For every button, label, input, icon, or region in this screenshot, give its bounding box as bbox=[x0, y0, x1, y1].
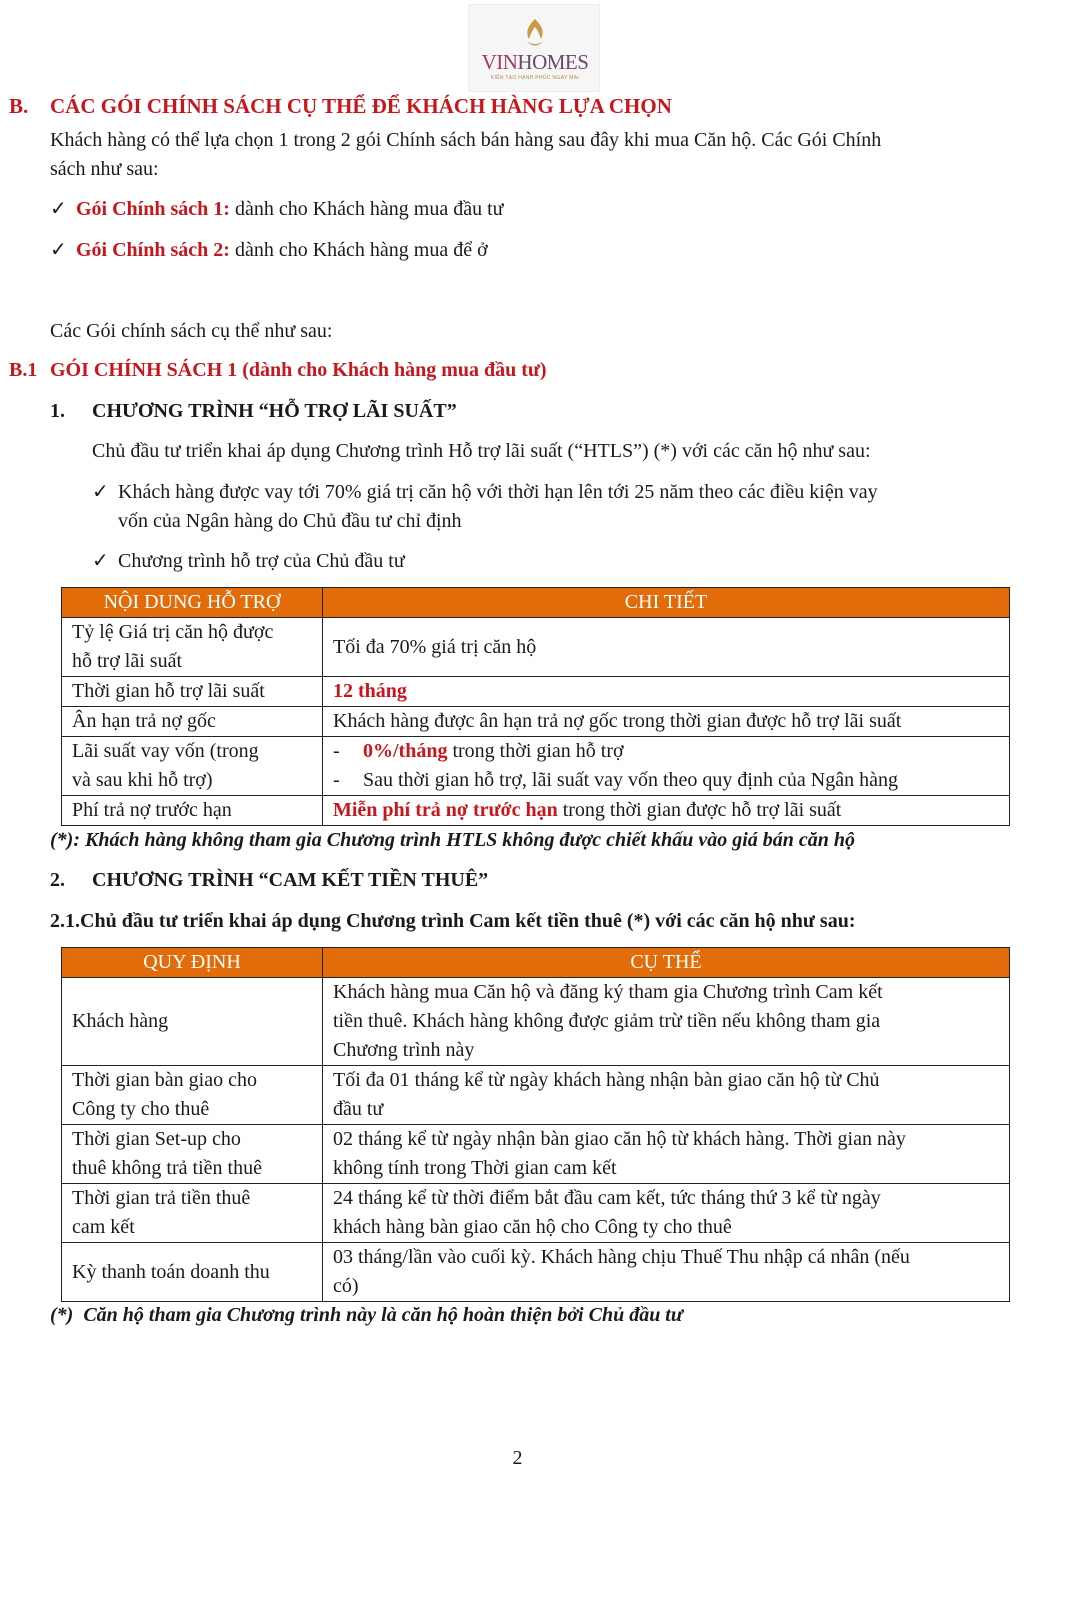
header-support-content: NỘI DUNG HỖ TRỢ bbox=[62, 588, 323, 618]
row-label: Thời gian hỗ trợ lãi suất bbox=[62, 677, 323, 707]
table-row bbox=[62, 677, 1010, 707]
table-row bbox=[62, 1066, 1010, 1125]
row-value: 02 tháng kể từ ngày nhận bàn giao căn hộ từ khách hàng. Thời gian này không tính trong Thời gian cam kết bbox=[323, 1125, 1010, 1184]
header-details: CHI TIẾT bbox=[323, 588, 1010, 618]
table-row bbox=[62, 1184, 1010, 1243]
program2-title: CHƯƠNG TRÌNH “CAM KẾT TIỀN THUÊ” bbox=[92, 869, 489, 891]
details-intro: Các Gói chính sách cụ thể như sau: bbox=[50, 320, 333, 342]
program1-intro: Chủ đầu tư triển khai áp dụng Chương trình Hỗ trợ lãi suất (“HTLS”) (*) với các căn hộ như sau: bbox=[92, 440, 871, 462]
checkmark-icon: ✓ bbox=[92, 481, 109, 503]
section-b-intro-line2: sách như sau: bbox=[50, 158, 159, 180]
logo-tagline: KIẾN TẠO HẠNH PHÚC NGÀY MAI bbox=[490, 75, 580, 81]
section-b1-heading bbox=[9, 356, 547, 385]
vinhomes-logo bbox=[468, 4, 600, 92]
program1-bullet1: ✓ Khách hàng được vay tới 70% giá trị căn hộ với thời hạn lên tới 25 năm theo các điều kiện vay bbox=[92, 478, 878, 507]
table-row bbox=[62, 978, 1010, 1066]
table-row bbox=[62, 707, 1010, 737]
row-label: Thời gian Set-up cho thuê không trả tiền thuê bbox=[62, 1125, 323, 1184]
checkmark-icon: ✓ bbox=[50, 198, 67, 220]
program1-title: CHƯƠNG TRÌNH “HỖ TRỢ LÃI SUẤT” bbox=[92, 400, 457, 422]
row-value: Tối đa 70% giá trị căn hộ bbox=[323, 618, 1010, 677]
row-label: Phí trả nợ trước hạn bbox=[62, 796, 323, 826]
checkmark-icon: ✓ bbox=[92, 550, 109, 572]
row-value: Khách hàng mua Căn hộ và đăng ký tham gia Chương trình Cam kết tiền thuê. Khách hàng không được giảm trừ tiền nếu không tham gia Chương trình này bbox=[323, 978, 1010, 1066]
checkmark-icon: ✓ bbox=[50, 239, 67, 261]
row-label: Khách hàng bbox=[62, 978, 323, 1066]
table-row bbox=[62, 796, 1010, 826]
option-2-desc: dành cho Khách hàng mua để ở bbox=[229, 239, 488, 261]
row-value: - 0%/tháng trong thời gian hỗ trợ - Sau thời gian hỗ trợ, lãi suất vay vốn theo quy định của Ngân hàng bbox=[323, 737, 1010, 796]
header-specifics: CỤ THỂ bbox=[323, 948, 1010, 978]
program1-bullet2: ✓ Chương trình hỗ trợ của Chủ đầu tư bbox=[92, 547, 405, 576]
program2-subheading: 2.1.Chủ đầu tư triển khai áp dụng Chương trình Cam kết tiền thuê (*) với các căn hộ như sau: bbox=[50, 910, 856, 932]
row-value: Miễn phí trả nợ trước hạn trong thời gian được hỗ trợ lãi suất bbox=[323, 796, 1010, 826]
logo-wordmark: VINHOMES bbox=[481, 50, 589, 74]
program1-bullet1-line2: vốn của Ngân hàng do Chủ đầu tư chỉ định bbox=[118, 510, 462, 532]
section-b-title: CÁC GÓI CHÍNH SÁCH CỤ THỂ ĐỂ KHÁCH HÀNG LỰA CHỌN bbox=[50, 94, 672, 118]
option-1-desc: dành cho Khách hàng mua đầu tư bbox=[229, 198, 504, 220]
row-value: 24 tháng kể từ thời điểm bắt đầu cam kết, tức tháng thứ 3 kể từ ngày khách hàng bàn giao căn hộ cho Công ty cho thuê bbox=[323, 1184, 1010, 1243]
option-2 bbox=[50, 236, 488, 265]
row-label: Ân hạn trả nợ gốc bbox=[62, 707, 323, 737]
table-header-row bbox=[62, 588, 1010, 618]
option-1-name: Gói Chính sách 1: bbox=[76, 198, 230, 220]
option-1 bbox=[50, 195, 503, 224]
section-b1-title: GÓI CHÍNH SÁCH 1 (dành cho Khách hàng mua đầu tư) bbox=[50, 359, 547, 381]
row-label: Thời gian bàn giao cho Công ty cho thuê bbox=[62, 1066, 323, 1125]
program1-note: (*): Khách hàng không tham gia Chương trình HTLS không được chiết khấu vào giá bán căn hộ bbox=[50, 829, 856, 851]
option-2-name: Gói Chính sách 2: bbox=[76, 239, 230, 261]
row-value: 03 tháng/lần vào cuối kỳ. Khách hàng chịu Thuế Thu nhập cá nhân (nếu có) bbox=[323, 1243, 1010, 1302]
row-value: 12 tháng bbox=[323, 677, 1010, 707]
program1-heading bbox=[50, 397, 457, 426]
section-b-label: B. bbox=[9, 94, 29, 118]
table-row bbox=[62, 1125, 1010, 1184]
row-value: Khách hàng được ân hạn trả nợ gốc trong thời gian được hỗ trợ lãi suất bbox=[323, 707, 1010, 737]
row-label: Thời gian trả tiền thuê cam kết bbox=[62, 1184, 323, 1243]
section-b-intro-line1: Khách hàng có thể lựa chọn 1 trong 2 gói Chính sách bán hàng sau đây khi mua Căn hộ. Các Gói Chính bbox=[50, 129, 882, 151]
program1-number: 1. bbox=[50, 400, 65, 422]
table-header-row bbox=[62, 948, 1010, 978]
row-label: Kỳ thanh toán doanh thu bbox=[62, 1243, 323, 1302]
page-number: 2 bbox=[512, 1447, 523, 1469]
table-row bbox=[62, 1243, 1010, 1302]
header-regulation: QUY ĐỊNH bbox=[62, 948, 323, 978]
table-row bbox=[62, 737, 1010, 796]
table-row bbox=[62, 618, 1010, 677]
program2-note: (*) Căn hộ tham gia Chương trình này là căn hộ hoàn thiện bởi Chủ đầu tư bbox=[50, 1304, 683, 1326]
program2-number: 2. bbox=[50, 869, 65, 891]
row-label: Tỷ lệ Giá trị căn hộ được hỗ trợ lãi suất bbox=[62, 618, 323, 677]
row-value: Tối đa 01 tháng kể từ ngày khách hàng nhận bàn giao căn hộ từ Chủ đầu tư bbox=[323, 1066, 1010, 1125]
support-table bbox=[61, 587, 1010, 826]
section-b1-label: B.1 bbox=[9, 359, 38, 381]
section-b-heading bbox=[9, 92, 672, 121]
rental-commitment-table bbox=[61, 947, 1010, 1302]
row-label: Lãi suất vay vốn (trong và sau khi hỗ trợ) bbox=[62, 737, 323, 796]
program2-heading bbox=[50, 866, 489, 895]
phoenix-logo-icon bbox=[469, 15, 601, 51]
